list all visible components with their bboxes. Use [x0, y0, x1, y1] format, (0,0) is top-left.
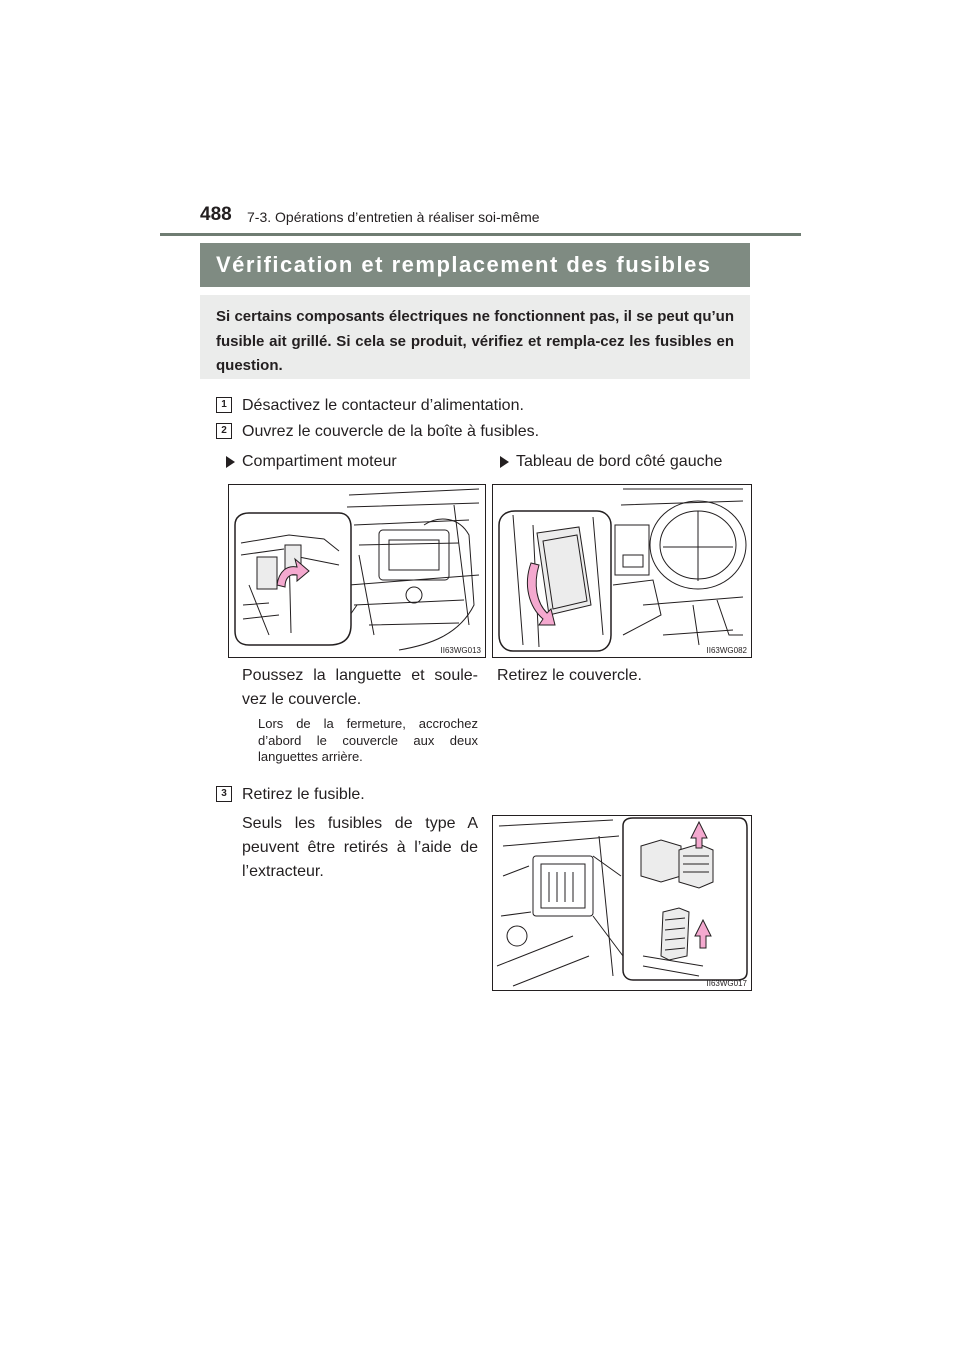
figure-code: II63WG013	[440, 646, 481, 655]
fuse-extractor-illustration	[493, 816, 751, 990]
dashboard-cover-illustration	[493, 485, 751, 657]
right-panel-instruction: Retirez le couvercle.	[497, 667, 642, 684]
engine-fusebox-illustration	[229, 485, 485, 657]
step-1-badge: 1	[216, 397, 232, 413]
figure-code: II63WG082	[706, 646, 747, 655]
page-number: 488	[200, 204, 232, 225]
left-panel-instruction: Poussez la languette et soule-vez le couvercle.	[242, 667, 478, 708]
step-1-text: Désactivez le contacteur d’alimentation.	[242, 397, 524, 414]
left-panel-heading: Compartiment moteur	[242, 453, 397, 470]
dashboard-figure	[492, 484, 752, 658]
step-3-text: Retirez le fusible.	[242, 786, 365, 803]
step-2-badge: 2	[216, 423, 232, 439]
intro-box	[200, 295, 750, 379]
engine-compartment-figure	[228, 484, 486, 658]
step-3-badge: 3	[216, 786, 232, 802]
intro-text: Si certains composants électriques ne fonctionnent pas, il se peut qu’un fusible ait grillé. Si cela se produit, vérifiez et rempla-cez les fusibles en question.	[216, 308, 734, 374]
left-panel-note: Lors de la fermeture, accrochez d’abord le couvercle aux deux languettes arrière.	[258, 716, 478, 764]
triangle-bullet-icon	[226, 456, 235, 468]
step-3-detail: Seuls les fusibles de type A peuvent être retirés à l’aide de l’extracteur.	[242, 815, 478, 880]
page-title: Vérification et remplacement des fusibles	[200, 243, 750, 287]
fuse-removal-figure	[492, 815, 752, 991]
figure-code: II63WG017	[706, 979, 747, 988]
header-rule	[160, 233, 801, 236]
triangle-bullet-icon	[500, 456, 509, 468]
step-2-text: Ouvrez le couvercle de la boîte à fusibles.	[242, 423, 540, 440]
section-title: 7-3. Opérations d’entretien à réaliser soi-même	[247, 209, 540, 225]
right-panel-heading: Tableau de bord côté gauche	[516, 453, 723, 470]
